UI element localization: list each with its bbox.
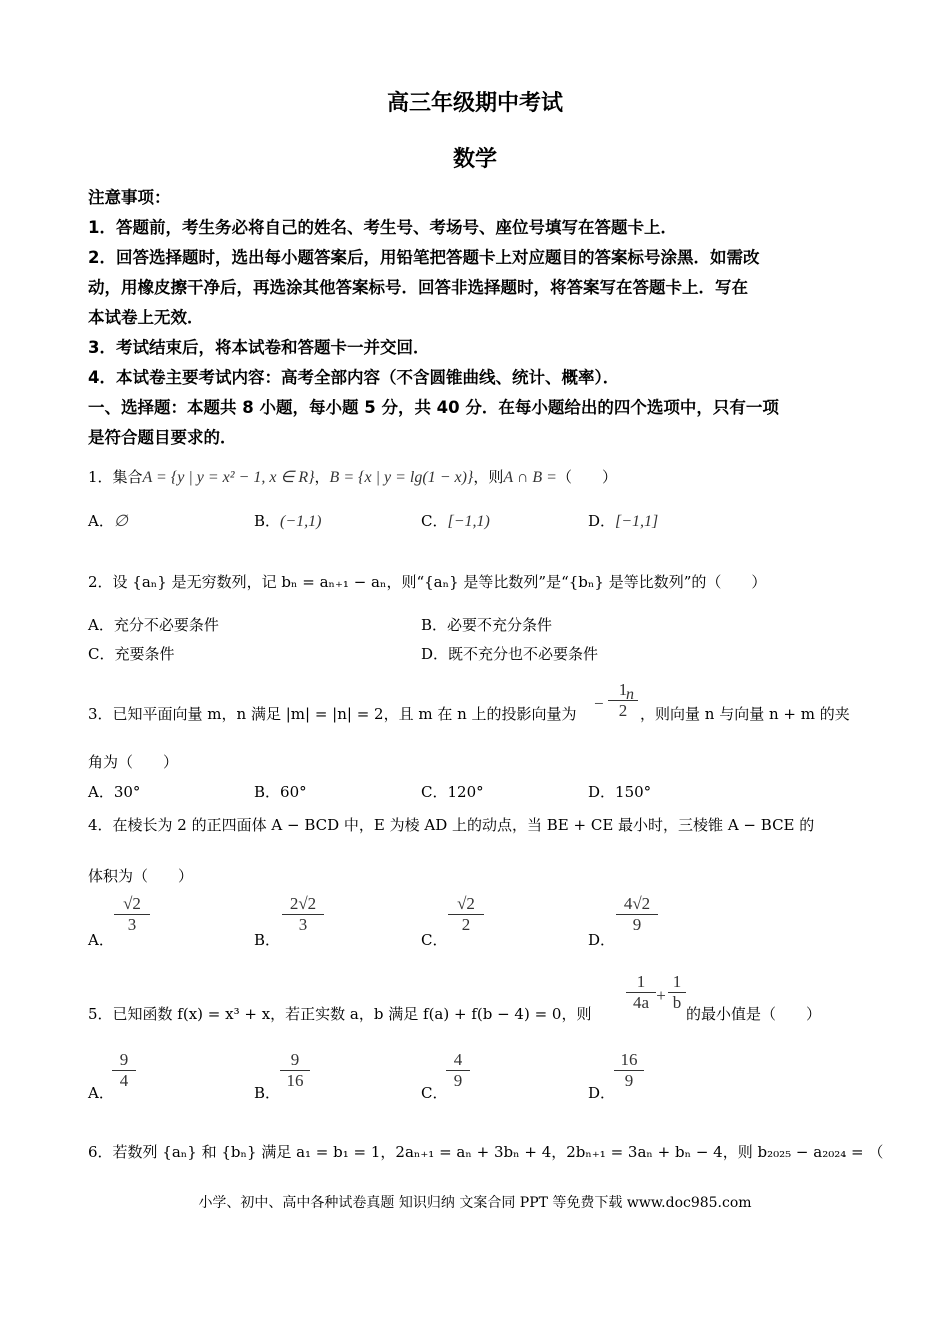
question-3-text-b: ，则向量 n 与向量 n + m 的夹 <box>640 705 850 723</box>
question-1 <box>88 466 617 487</box>
q4-option-d-value: $\frac{4√2}{9}$ <box>616 894 658 935</box>
q1-paren: （ ） <box>556 468 617 486</box>
note-2-line-1: 2．回答选择题时，选出每小题答案后，用铅笔把答题卡上对应题目的答案标号涂黑．如需改 <box>88 248 760 267</box>
q5-option-d-value: $\frac{16}{9}$ <box>614 1050 644 1091</box>
q5-option-c-label: C． <box>421 1084 448 1102</box>
q1-text-b: ，则 <box>473 468 504 486</box>
question-4-text-a: 4．在棱长为 2 的正四面体 A − BCD 中，E 为棱 AD 上的动点，当 BE + CE 最小时，三棱锥 A − BCE 的 <box>88 816 815 834</box>
question-2: 2．设 {aₙ} 是无穷数列，记 bₙ = aₙ₊₁ − aₙ，则“{aₙ} 是等比数列”是“{bₙ} 是等比数列”的（ ） <box>88 573 767 591</box>
q3-option-d: D．150° <box>588 783 652 801</box>
q4-option-c-label: C． <box>421 931 448 949</box>
note-1: 1．答题前，考生务必将自己的姓名、考生号、考场号、座位号填写在答题卡上． <box>88 218 677 237</box>
q5-option-d-label: D． <box>588 1084 616 1102</box>
q5-option-a-value: $\frac{9}{4}$ <box>112 1050 136 1091</box>
q5-fraction-2: $\frac{1}{b}$ <box>668 972 686 1013</box>
note-2-line-3: 本试卷上无效． <box>88 308 204 327</box>
question-4-text-b: 体积为（ ） <box>88 867 194 885</box>
question-5-text-b: 的最小值是（ ） <box>686 1005 822 1023</box>
note-2-line-2: 动，用橡皮擦干净后，再选涂其他答案标号．回答非选择题时，将答案写在答题卡上．写在 <box>88 278 748 297</box>
q3-projection-fraction: − 1 2 n⃗ <box>594 680 647 720</box>
q5-fraction-1: $\frac{1}{4a}$ <box>626 972 656 1013</box>
q5-option-b-label: B． <box>254 1084 281 1102</box>
q1-set-a: A = {y | y = x² − 1, x ∈ R} <box>142 469 315 486</box>
note-3: 3．考试结束后，将本试卷和答题卡一并交回． <box>88 338 430 357</box>
question-5-text-a: 5．已知函数 f(x) = x³ + x，若正实数 a，b 满足 f(a) + f(b − 4) = 0，则 <box>88 1005 592 1023</box>
q1-option-c: C．[−1,1) <box>421 512 490 530</box>
notes-heading: 注意事项： <box>88 188 171 207</box>
q4-option-d-label: D． <box>588 931 616 949</box>
q5-plus: + <box>656 986 666 1005</box>
q4-option-c-value: $\frac{√2}{2}$ <box>448 894 484 935</box>
q5-option-a-label: A． <box>88 1084 114 1102</box>
q1-expr: A ∩ B = <box>503 469 557 486</box>
question-3-text-a: 3．已知平面向量 m，n 满足 |m| = |n| = 2，且 m 在 n 上的投影向量为 <box>88 705 577 723</box>
q1-option-a: A．∅ <box>88 512 128 530</box>
section-heading-line-1: 一、选择题：本题共 8 小题，每小题 5 分，共 40 分．在每小题给出的四个选项中，只有一项 <box>88 398 779 417</box>
q4-option-b-label: B． <box>254 931 281 949</box>
exam-title: 高三年级期中考试 <box>386 91 563 116</box>
q2-option-b: B．必要不充分条件 <box>421 616 553 634</box>
question-6: 6．若数列 {aₙ} 和 {bₙ} 满足 a₁ = b₁ = 1，2aₙ₊₁ = aₙ + 3bₙ + 4，2bₙ₊₁ = 3aₙ + bₙ − 4，则 b₂₀₂₅ − a₂₀₂₄ = （ <box>88 1143 884 1161</box>
q3-option-a: A．30° <box>88 783 141 801</box>
q1-text-a: 1．集合 <box>88 468 143 486</box>
q4-option-a-label: A． <box>88 931 114 949</box>
q1-set-b: B = {x | y = lg(1 − x)} <box>329 469 474 486</box>
q4-option-b-value: $\frac{2√2}{3}$ <box>282 894 324 935</box>
q1-option-d: D．[−1,1] <box>588 512 659 530</box>
page-footer: 小学、初中、高中各种试卷真题 知识归纳 文案合同 PPT 等免费下载 www.doc985.com <box>198 1195 752 1211</box>
q2-option-d: D．既不充分也不必要条件 <box>421 645 599 663</box>
q5-option-c-value: $\frac{4}{9}$ <box>446 1050 470 1091</box>
q4-option-a-value: $\frac{√2}{3}$ <box>114 894 150 935</box>
q3-option-c: C．120° <box>421 783 484 801</box>
q3-option-b: B．60° <box>254 783 307 801</box>
q2-option-c: C．充要条件 <box>88 645 175 663</box>
q1-sep: ， <box>314 468 330 486</box>
subject-title: 数学 <box>452 147 497 172</box>
section-heading-line-2: 是符合题目要求的． <box>88 428 237 447</box>
question-3-text-c: 角为（ ） <box>88 753 179 771</box>
q5-option-b-value: $\frac{9}{16}$ <box>280 1050 310 1091</box>
note-4: 4．本试卷主要考试内容：高考全部内容（不含圆锥曲线、统计、概率）． <box>88 368 620 387</box>
q2-option-a: A．充分不必要条件 <box>88 616 219 634</box>
q1-option-b: B．(−1,1) <box>254 512 322 530</box>
